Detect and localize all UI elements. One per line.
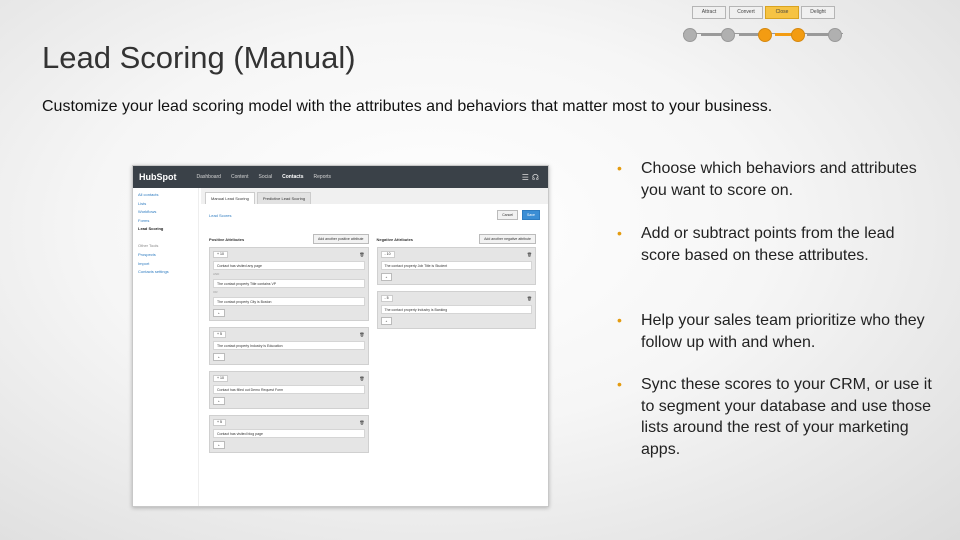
sidebar-item-forms[interactable]: Forms [138, 217, 150, 223]
funnel-arrow [701, 33, 723, 36]
attribute-group [209, 327, 369, 365]
attribute-group [209, 247, 369, 321]
nav-right-icons [522, 173, 542, 182]
sidebar-tool-settings[interactable]: Contacts settings [138, 269, 169, 274]
funnel-stage-label-active: Close [765, 6, 799, 19]
add-positive-attribute-button[interactable]: Add another positive attribute [313, 234, 369, 244]
points-field[interactable]: + 5 [213, 331, 226, 338]
delete-icon[interactable]: 🗑 [359, 375, 365, 381]
add-rule-button[interactable]: + [213, 309, 225, 317]
funnel-arrow [807, 33, 829, 36]
delete-icon[interactable]: 🗑 [359, 419, 365, 425]
bullet-icon: • [617, 312, 622, 328]
funnel-node [828, 28, 842, 42]
sidebar-item-lead-scoring[interactable]: Lead Scoring [138, 226, 164, 231]
funnel-node-active [758, 28, 772, 42]
top-nav [133, 166, 548, 188]
add-rule-button[interactable]: + [381, 317, 393, 325]
help-icon[interactable]: ☊ [531, 172, 542, 182]
add-rule-button[interactable]: + [213, 441, 225, 449]
main-panel [201, 188, 548, 506]
points-field[interactable]: + 10 [213, 375, 228, 382]
negative-attributes-column [377, 234, 537, 506]
tab-predictive-lead-scoring[interactable]: Predictive Lead Scoring [257, 192, 311, 204]
bullet-item: • Add or subtract points from the lead score based on these attributes. [617, 225, 895, 264]
delete-icon[interactable]: 🗑 [359, 331, 365, 337]
add-rule-button[interactable]: + [381, 273, 393, 281]
and-label: AND [213, 272, 220, 276]
rule-row[interactable]: Contact has visited blog page [213, 429, 365, 438]
attribute-columns [209, 234, 536, 506]
rule-row[interactable]: The contact property Title contains VP [213, 279, 365, 288]
or-label: OR [213, 290, 218, 294]
lead-scoring-content [201, 204, 548, 506]
attribute-group [377, 291, 537, 329]
rule-row[interactable]: Contact has filled out Demo Request Form [213, 385, 365, 394]
points-field[interactable]: + 10 [213, 251, 228, 258]
sidebar-item-all-contacts[interactable]: All contacts [138, 192, 159, 197]
add-rule-button[interactable]: + [213, 397, 225, 405]
bullet-item: • Sync these scores to your CRM, or use it to segment your database and use those lists around the rest of your marketing apps. [617, 376, 932, 458]
bullet-icon: • [617, 225, 622, 241]
inbound-funnel-diagram [683, 6, 843, 50]
tab-manual-lead-scoring[interactable]: Manual Lead Scoring [205, 192, 255, 204]
lead-scores-link[interactable]: Lead Scores [209, 212, 232, 218]
sidebar-tool-import[interactable]: Import [138, 260, 150, 266]
rule-row[interactable]: The contact property Industry is Education [213, 341, 365, 350]
sidebar-tools-heading: Other Tools [138, 243, 159, 248]
nav-dashboard[interactable]: Dashboard [196, 174, 221, 180]
sidebar [133, 188, 199, 506]
funnel-node-active [791, 28, 805, 42]
funnel-stage-label: Attract [692, 6, 726, 19]
tab-bar [201, 188, 548, 204]
points-field[interactable]: - 10 [381, 251, 395, 258]
attribute-group [377, 247, 537, 285]
slide-subtitle: Customize your lead scoring model with the attributes and behaviors that matter most to your business. [42, 98, 773, 115]
funnel-node [683, 28, 697, 42]
rule-row[interactable]: Contact has visited any page [213, 261, 365, 270]
action-bar [209, 208, 540, 222]
rule-row[interactable]: The contact property Industry is Banking [381, 305, 533, 314]
attribute-group [209, 371, 369, 409]
nav-contacts[interactable]: Contacts [282, 174, 304, 180]
positive-attributes-header [209, 234, 369, 244]
bullet-icon: • [617, 160, 622, 176]
attribute-group [209, 415, 369, 453]
hubspot-logo[interactable]: HubSpot [139, 172, 177, 182]
positive-attributes-column [209, 234, 369, 506]
funnel-node [721, 28, 735, 42]
negative-attributes-header [377, 234, 537, 244]
bullet-item: • Help your sales team prioritize who they follow up with and when. [617, 312, 925, 351]
rule-row[interactable]: The contact property Job Title is Student [381, 261, 533, 270]
funnel-stage-label: Convert [729, 6, 763, 19]
slide-title: Lead Scoring (Manual) [42, 40, 356, 75]
delete-icon[interactable]: 🗑 [526, 251, 532, 257]
nav-reports[interactable]: Reports [313, 174, 332, 180]
delete-icon[interactable]: 🗑 [526, 295, 532, 301]
sidebar-item-lists[interactable]: Lists [138, 200, 147, 206]
add-negative-attribute-button[interactable]: Add another negative attribute [479, 234, 536, 244]
hubspot-screenshot [132, 165, 549, 507]
points-field[interactable]: - 5 [381, 295, 393, 302]
sidebar-item-workflows[interactable]: Workflows [138, 209, 157, 214]
delete-icon[interactable]: 🗑 [359, 251, 365, 257]
save-button[interactable]: Save [522, 210, 540, 220]
bullet-item: • Choose which behaviors and attributes you want to score on. [617, 160, 917, 199]
menu-icon[interactable]: ☰ [521, 172, 532, 182]
nav-social[interactable]: Social [258, 174, 273, 180]
sidebar-tool-prospects[interactable]: Prospects [138, 252, 156, 257]
bullet-icon: • [617, 376, 622, 392]
points-field[interactable]: + 5 [213, 419, 226, 426]
cancel-button[interactable]: Cancel [497, 210, 518, 220]
positive-attributes-heading: Positive Attributes [209, 236, 245, 242]
nav-content[interactable]: Content [230, 174, 249, 180]
add-rule-button[interactable]: + [213, 353, 225, 361]
rule-row[interactable]: The contact property City is Boston [213, 297, 365, 306]
negative-attributes-heading: Negative Attributes [376, 236, 414, 242]
funnel-stage-label: Delight [801, 6, 835, 19]
